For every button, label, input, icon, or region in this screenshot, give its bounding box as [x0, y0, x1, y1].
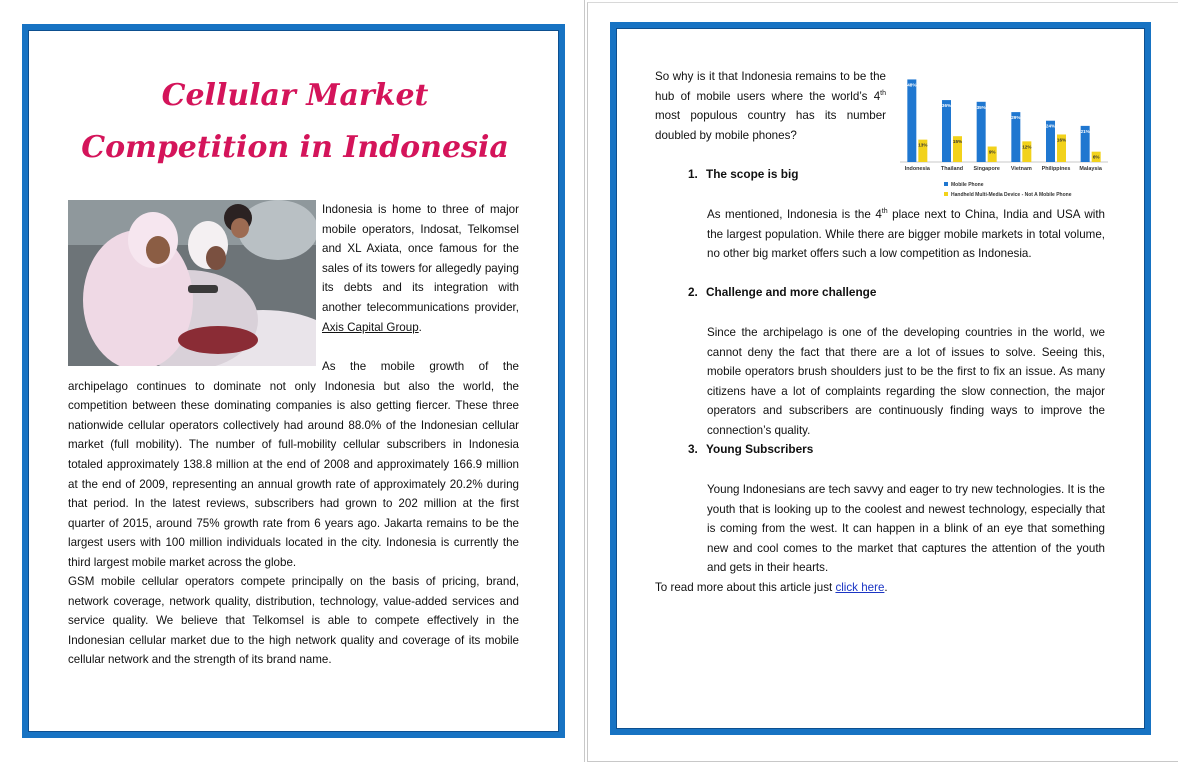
read-more-text: To read more about this article just: [655, 581, 836, 594]
chart-legend-swatch: [944, 182, 948, 186]
chart-bar-mobile-thailand: [942, 100, 951, 162]
chart-data-label: 48%: [907, 82, 917, 88]
chart-data-label: 15%: [952, 139, 963, 145]
chart-category-label: Vietnam: [1010, 166, 1032, 172]
chart-data-label: 6%: [1092, 154, 1100, 160]
read-more-end: .: [884, 581, 888, 594]
section-1-sup: th: [881, 208, 888, 216]
question-text: So why is it that Indonesia remains to be the hub of mobile users where the world’s 4: [655, 70, 886, 103]
section-1-body: [707, 205, 1105, 264]
competition-paragraph: GSM mobile cellular operators compete principally on the basis of pricing, brand, network coverage, network quality, distribution, technology, value-added services and service quality. We believe that Telkomsel is able to compete effectively in the Indonesian cellular market due to the high network quality and coverage of its mobile cellular network and the strength of its brand name.: [68, 575, 519, 667]
section-2-number: 2.: [688, 285, 698, 299]
axis-capital-link[interactable]: Axis Capital Group: [322, 320, 419, 334]
chart-data-label: 13%: [918, 142, 928, 148]
intro-paragraph: [322, 200, 519, 337]
intro-paragraph-end: .: [418, 320, 422, 334]
section-3-body: Young Indonesians are tech savvy and eager to try new technologies. It is the youth that is looking up to the coolest and newest technology, especially that is coming from the west. It can happen in a blink of an eye that something new and cool comes to the market that captures the attention of the youth and gets in their hearts.: [707, 483, 1105, 575]
chart-data-label: 36%: [941, 103, 952, 109]
chart-legend-swatch: [944, 192, 948, 196]
section-1-number: 1.: [688, 167, 698, 181]
chart-data-label: 35%: [976, 104, 986, 110]
section-1-heading: [688, 167, 798, 181]
title-line-2: Competition in Indonesia: [81, 130, 509, 165]
section-1-text-end: place next to China, India and USA with the largest population. While there are bigger mobile markets in total volume, no other big market offers such a low competition as Indonesia.: [707, 208, 1105, 261]
question-paragraph: [655, 67, 886, 145]
chart-data-label: 24%: [1045, 123, 1056, 129]
chart-bar-mobile-singapore: [977, 102, 986, 162]
section-3-heading: [688, 442, 813, 456]
chart-data-label: 16%: [1056, 137, 1067, 143]
article-photo: [68, 200, 316, 366]
chart-legend-label: Handheld Multi-Media Device - Not A Mobile Phone: [951, 192, 1072, 198]
section-2-heading: [688, 285, 876, 299]
chart-data-label: 21%: [1080, 128, 1090, 134]
chart-data-label: 9%: [988, 149, 996, 155]
title-line-1: Cellular Market: [161, 78, 429, 113]
chart-data-label: 12%: [1022, 144, 1032, 150]
intro-paragraph-text: Indonesia is home to three of major mobile operators, Indosat, Telkomsel and XL Axiata, once famous for the sales of its towers for allegedly paying its debts and its integration with another telecommunications provider,: [322, 203, 519, 314]
click-here-link[interactable]: click here: [835, 581, 885, 594]
chart-legend-label: Mobile Phone: [951, 182, 984, 188]
section-3-number: 3.: [688, 442, 698, 456]
mobile-device-chart: [894, 66, 1112, 206]
growth-paragraph: As the mobile growth of the archipelago continues to dominate not only Indonesia but also the world, the competition between these dominating companies is also getting fiercer. These three nationwide cellular operators collectively had around 88.0% of the Indonesian cellular market (full mobility). The number of full-mobility cellular subscribers in Indonesia totaled approximately 138.8 million at the end of 2008 and approximately 166.9 million at the end of 2009, representing an annual growth rate of approximately 20.2% during that period. In the latest reviews, subscribers had grown to 202 million at the first quarter of 2015, around 75% growth rate from 6 years ago. Jakarta remains to be the largest users with 100 million individuals located in the city. Indonesia is currently the third largest mobile market across the globe.: [68, 360, 519, 569]
question-text-end: most populous country has its number doubled by mobile phones?: [655, 109, 886, 142]
article-title: [60, 70, 530, 174]
section-2-body: Since the archipelago is one of the developing countries in the world, we cannot deny the fact that there are a lot of issues to solve. Seeing this, mobile operators brush shoulders just to be the first to fix an issue. As many citizens have a lot of complaints regarding the slow connection, the major operators and subscribers are continuously finding ways to improve the connection’s quality.: [707, 326, 1105, 437]
chart-category-label: Thailand: [940, 166, 964, 172]
question-sup: th: [880, 89, 886, 97]
chart-category-label: Singapore: [973, 166, 1000, 172]
chart-bar-mobile-indonesia: [907, 79, 916, 162]
section-3-title: Young Subscribers: [706, 442, 814, 456]
chart-category-label: Philippines: [1041, 166, 1071, 172]
chart-data-label: 29%: [1011, 115, 1021, 121]
section-2-title: Challenge and more challenge: [706, 285, 877, 299]
section-1-text: As mentioned, Indonesia is the 4: [707, 208, 882, 221]
chart-category-label: Malaysia: [1079, 166, 1102, 172]
section-1-title: The scope is big: [706, 167, 799, 181]
read-more-paragraph: [655, 578, 1105, 598]
chart-category-label: Indonesia: [904, 166, 930, 172]
